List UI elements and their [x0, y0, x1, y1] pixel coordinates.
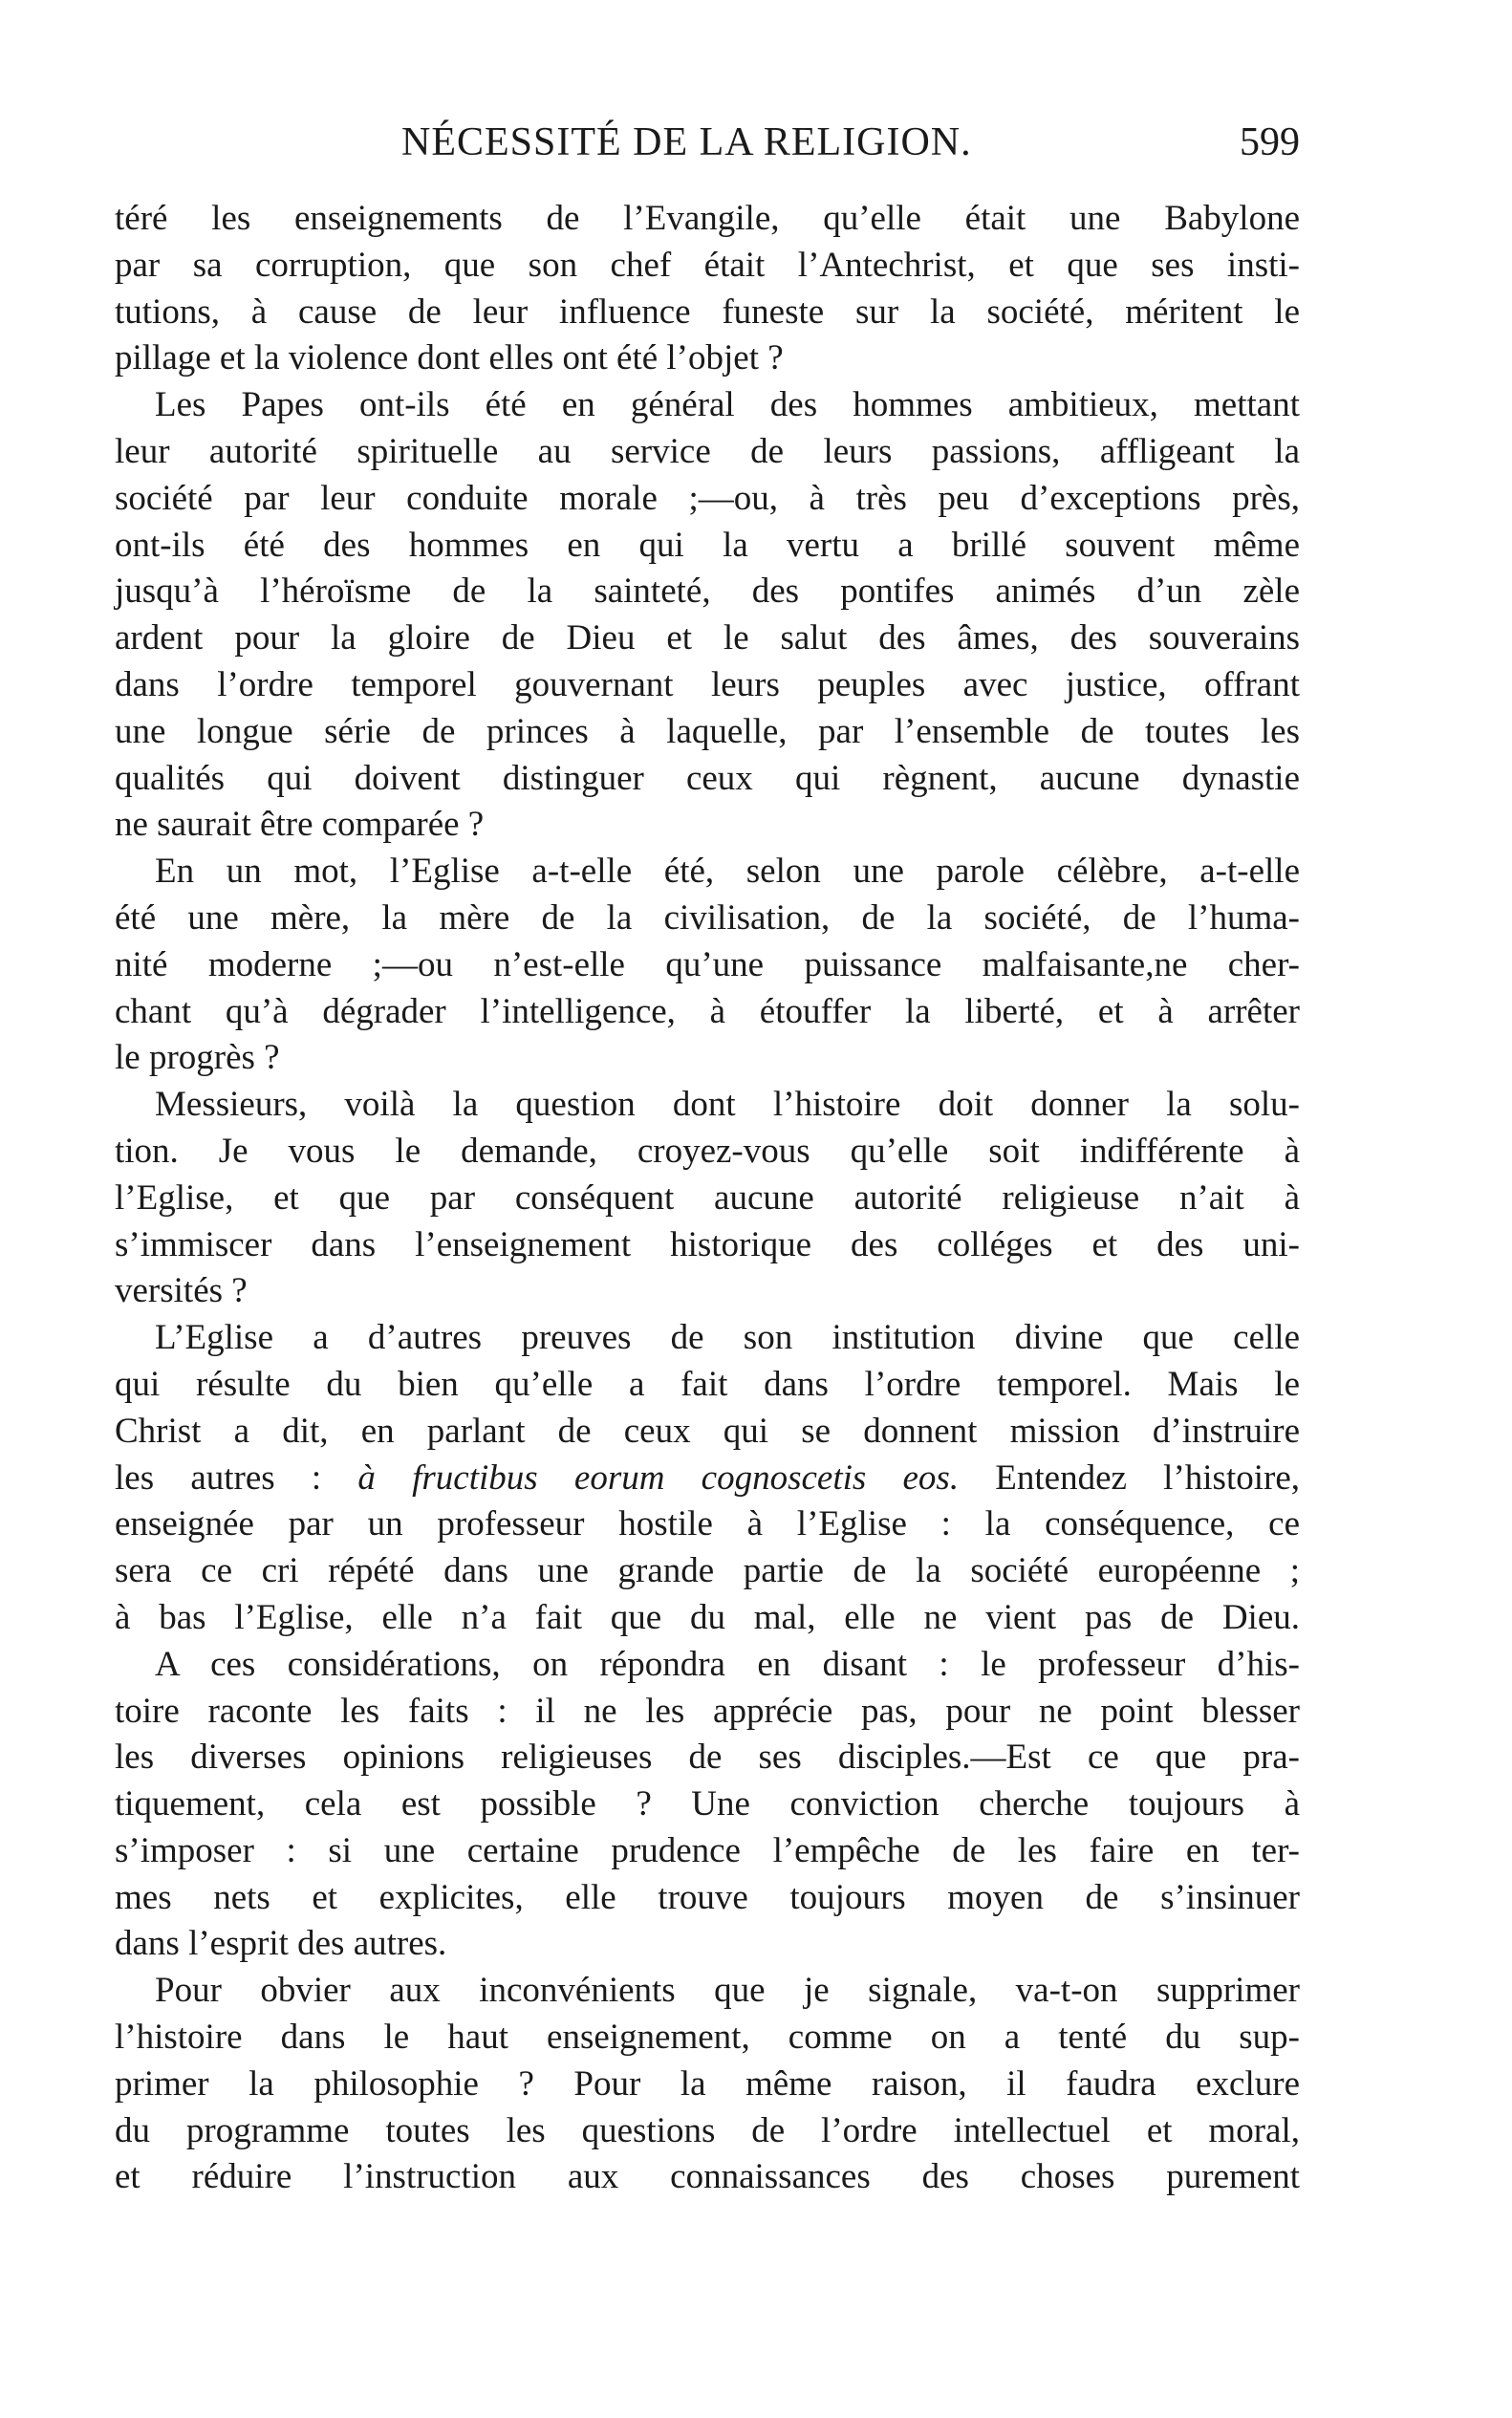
text-line: Christ a dit, en parlant de ceux qui se donnent mission d’instruire: [115, 1411, 1300, 1451]
text-line: enseignée par un professeur hostile à l’Eglise : la conséquence, ce: [115, 1504, 1300, 1544]
text-line: L’Eglise a d’autres preuves de son institution divine que celle: [155, 1318, 1300, 1358]
text-line: l’histoire dans le haut enseignement, comme on a tenté du sup-: [115, 2018, 1300, 2058]
text-line: En un mot, l’Eglise a-t-elle été, selon une parole célèbre, a-t-elle: [155, 852, 1300, 892]
text-line: qui résulte du bien qu’elle a fait dans l’ordre temporel. Mais le: [115, 1364, 1300, 1404]
text-line: tion. Je vous le demande, croyez-vous qu’elle soit indifférente à: [115, 1131, 1300, 1171]
text-line: mes nets et explicites, elle trouve toujours moyen de s’insinuer: [115, 1877, 1300, 1917]
text-line: ont-ils été des hommes en qui la vertu a brillé souvent même: [115, 525, 1300, 565]
text-line: à bas l’Eglise, elle n’a fait que du mal, elle ne vient pas de Dieu.: [115, 1597, 1300, 1637]
text-line: et réduire l’instruction aux connaissances des choses purement: [115, 2157, 1300, 2197]
text-line: tutions, à cause de leur influence funeste sur la société, méritent le: [115, 291, 1300, 332]
text-line: sera ce cri répété dans une grande partie de la société européenne ;: [115, 1551, 1300, 1591]
text-line: dans l’ordre temporel gouvernant leurs peuples avec justice, offrant: [115, 664, 1300, 704]
text-line: le progrès ?: [115, 1038, 280, 1078]
text-line: nité moderne ;—ou n’est-elle qu’une puissance malfaisante,ne cher-: [115, 944, 1300, 984]
text-line: l’Eglise, et que par conséquent aucune autorité religieuse n’ait à: [115, 1177, 1300, 1218]
latin-quotation: à fructibus eorum cognoscetis eos.: [357, 1457, 960, 1498]
text-line: tiquement, cela est possible ? Une conviction cherche toujours à: [115, 1784, 1300, 1824]
text-line-part: les autres :: [115, 1457, 358, 1498]
text-line: ne saurait être comparée ?: [115, 805, 485, 845]
text-line: jusqu’à l’héroïsme de la sainteté, des pontifes animés d’un zèle: [115, 572, 1300, 612]
text-line: une longue série de princes à laquelle, par l’ensemble de toutes les: [115, 711, 1300, 751]
text-line: primer la philosophie ? Pour la même raison, il faudra exclure: [115, 2063, 1300, 2104]
text-line: Les Papes ont-ils été en général des hommes ambitieux, mettant: [155, 385, 1300, 425]
text-line: les diverses opinions religieuses de ses disciples.—Est ce que pra-: [115, 1738, 1300, 1778]
text-line: par sa corruption, que son chef était l’Antechrist, et que ses insti-: [115, 245, 1300, 285]
text-line: s’imposer : si une certaine prudence l’empêche de les faire en ter-: [115, 1830, 1300, 1870]
text-line: qualités qui doivent distinguer ceux qui règnent, aucune dynastie: [115, 758, 1300, 798]
text-line: [115, 1456, 1300, 1502]
text-line: A ces considérations, on répondra en disant : le professeur d’his-: [155, 1644, 1300, 1684]
running-head: [115, 119, 1300, 177]
text-line: été une mère, la mère de la civilisation, de la société, de l’huma-: [115, 897, 1300, 938]
text-line: dans l’esprit des autres.: [115, 1924, 447, 1964]
running-title: NÉCESSITÉ DE LA RELIGION.: [401, 120, 972, 164]
text-line: pillage et la violence dont elles ont été l’objet ?: [115, 338, 784, 378]
text-line: leur autorité spirituelle au service de leurs passions, affligeant la: [115, 431, 1300, 471]
text-line: versités ?: [115, 1271, 248, 1311]
text-line: Messieurs, voilà la question dont l’histoire doit donner la solu-: [155, 1085, 1300, 1125]
body-text: [115, 196, 1300, 2201]
text-line: s’immiscer dans l’enseignement historique des colléges et des uni-: [115, 1224, 1300, 1264]
text-line: chant qu’à dégrader l’intelligence, à étouffer la liberté, et à arrêter: [115, 991, 1300, 1031]
text-line: téré les enseignements de l’Evangile, qu’elle était une Babylone: [115, 199, 1300, 238]
text-line: société par leur conduite morale ;—ou, à très peu d’exceptions près,: [115, 478, 1300, 518]
text-line: toire raconte les faits : il ne les apprécie pas, pour ne point blesser: [115, 1691, 1300, 1731]
text-line: ardent pour la gloire de Dieu et le salut des âmes, des souverains: [115, 618, 1300, 658]
page-number: 599: [1240, 120, 1300, 164]
text-line-part: Entendez l’histoire,: [959, 1457, 1301, 1498]
text-line: du programme toutes les questions de l’ordre intellectuel et moral,: [115, 2110, 1300, 2150]
text-line: Pour obvier aux inconvénients que je signale, va-t-on supprimer: [155, 1971, 1300, 2011]
